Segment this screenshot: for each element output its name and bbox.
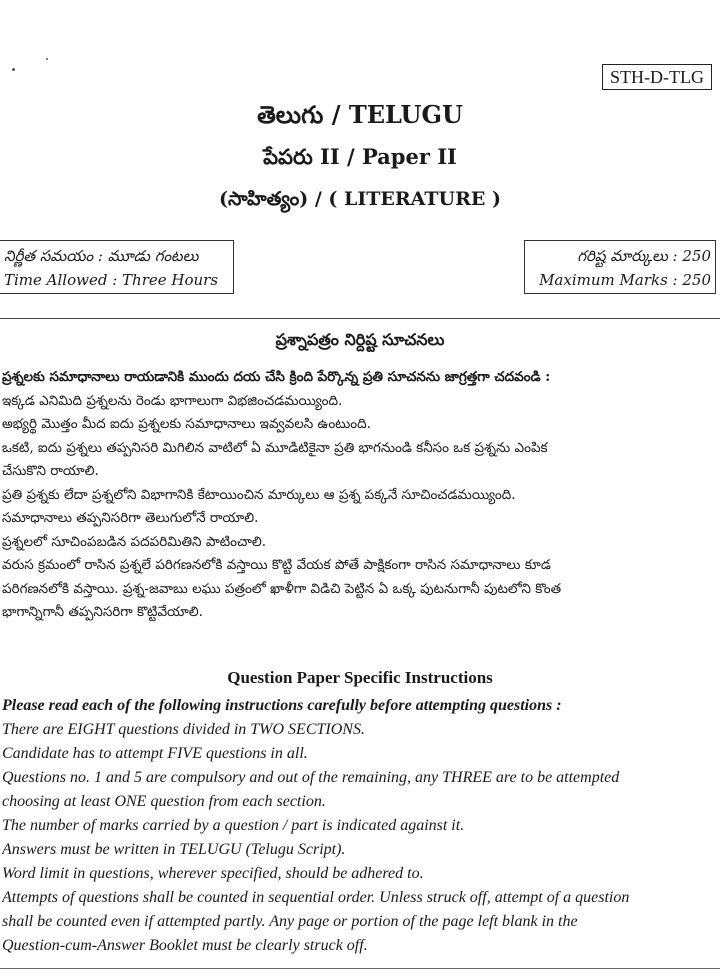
telugu-line: ప్రశ్నలలో సూచింపబడిన పదపరిమితిని పాటించాలి. [2, 533, 267, 550]
english-line: Questions no. 1 and 5 are compulsory and out of the remaining, any THREE are to be attempted [2, 769, 620, 786]
english-lead: Please read each of the following instructions carefully before attempting questions : [2, 697, 562, 714]
english-line: shall be counted even if attempted partly. Any page or portion of the page left blank in the [2, 913, 578, 930]
telugu-line: భాగాన్నిగానీ తప్పనిసరిగా కొట్టివేయాలి. [2, 604, 203, 620]
subject-title: తెలుగు / TELUGU [257, 100, 463, 129]
telugu-line: ఇక్కడ ఎనిమిది ప్రశ్నలను రెండు భాగాలుగా విభజించడమయ్యింది. [2, 392, 343, 409]
telugu-instructions-heading: ప్రశ్నాపత్రం నిర్దిష్ట సూచనలు [275, 330, 445, 349]
marks-english: Maximum Marks : 250 [539, 271, 711, 289]
marks-box [524, 240, 716, 294]
telugu-line: అభ్యర్థి మొత్తం మీద ఐదు ప్రశ్నలకు సమాధానాలు ఇవ్వవలసి ఉంటుంది. [2, 416, 371, 432]
telugu-instructions [2, 366, 718, 625]
english-line: choosing at least ONE question from each section. [2, 793, 326, 810]
english-line: Word limit in questions, wherever specified, should be adhered to. [2, 865, 424, 882]
telugu-line: వరుస క్రమంలో రాసిన ప్రశ్నలే పరిగణనలోకి వస్తాయి కొట్టి వేయక పోతే పాక్షికంగా రాసిన సమాధానాలు కూడ [2, 557, 551, 573]
marks-telugu: గరిష్ట మార్కులు : 250 [577, 247, 711, 265]
section-title: (సాహిత్యం) / ( LITERATURE ) [219, 188, 501, 210]
english-line: Attempts of questions shall be counted in sequential order. Unless struck off, attempt of a question [2, 889, 630, 906]
scan-speck [12, 68, 15, 71]
telugu-lead: ప్రశ్నలకు సమాధానాలు రాయడానికి ముందు దయ చేసి క్రింది పేర్కొన్న ప్రతి సూచనను జాగ్రత్తగా చదవండి : [2, 369, 551, 385]
divider [0, 318, 720, 319]
time-telugu: నిర్ణీత సమయం : మూడు గంటలు [4, 247, 199, 265]
time-english: Time Allowed : Three Hours [4, 271, 219, 289]
telugu-line: ప్రతి ప్రశ్నకు లేదా ప్రశ్నలోని విభాగానికి కేటాయించిన మార్కులు ఆ ప్రశ్న పక్కనే సూచించడమయ్యింది. [2, 486, 516, 503]
english-line: Answers must be written in TELUGU (Telugu Script). [2, 841, 346, 858]
scan-speck [46, 58, 48, 60]
telugu-line: ఒకటి, ఐదు ప్రశ్నలు తప్పనిసరి మిగిలిన వాటిలో ఏ మూడిటికైనా ప్రతి భాగనుండి కనీసం ఒక ప్రశ్నను ఎంపిక [2, 439, 548, 456]
english-line: There are EIGHT questions divided in TWO SECTIONS. [2, 721, 365, 738]
english-instructions [2, 694, 718, 958]
bottom-divider [0, 968, 720, 969]
english-instructions-heading: Question Paper Specific Instructions [227, 668, 493, 687]
english-line: Question-cum-Answer Booklet must be clearly struck off. [2, 937, 368, 954]
english-line: Candidate has to attempt FIVE questions in all. [2, 745, 308, 762]
paper-title: పేపరు II / Paper II [263, 144, 457, 169]
paper-code: STH-D-TLG [602, 64, 712, 90]
telugu-line: పరిగణనలోకి వస్తాయి. ప్రశ్న-జవాబు లఘు పత్రంలో ఖాళీగా విడిచి పెట్టిన ఏ ఒక్క పుటనుగానీ పుటలోని కొంత [2, 580, 562, 597]
telugu-line: సమాధానాలు తప్పనిసరిగా తెలుగులోనే రాయాలి. [2, 510, 259, 526]
time-box [0, 240, 234, 294]
telugu-line: చేసుకొని రాయాలి. [2, 463, 99, 479]
english-line: The number of marks carried by a question / part is indicated against it. [2, 817, 465, 834]
